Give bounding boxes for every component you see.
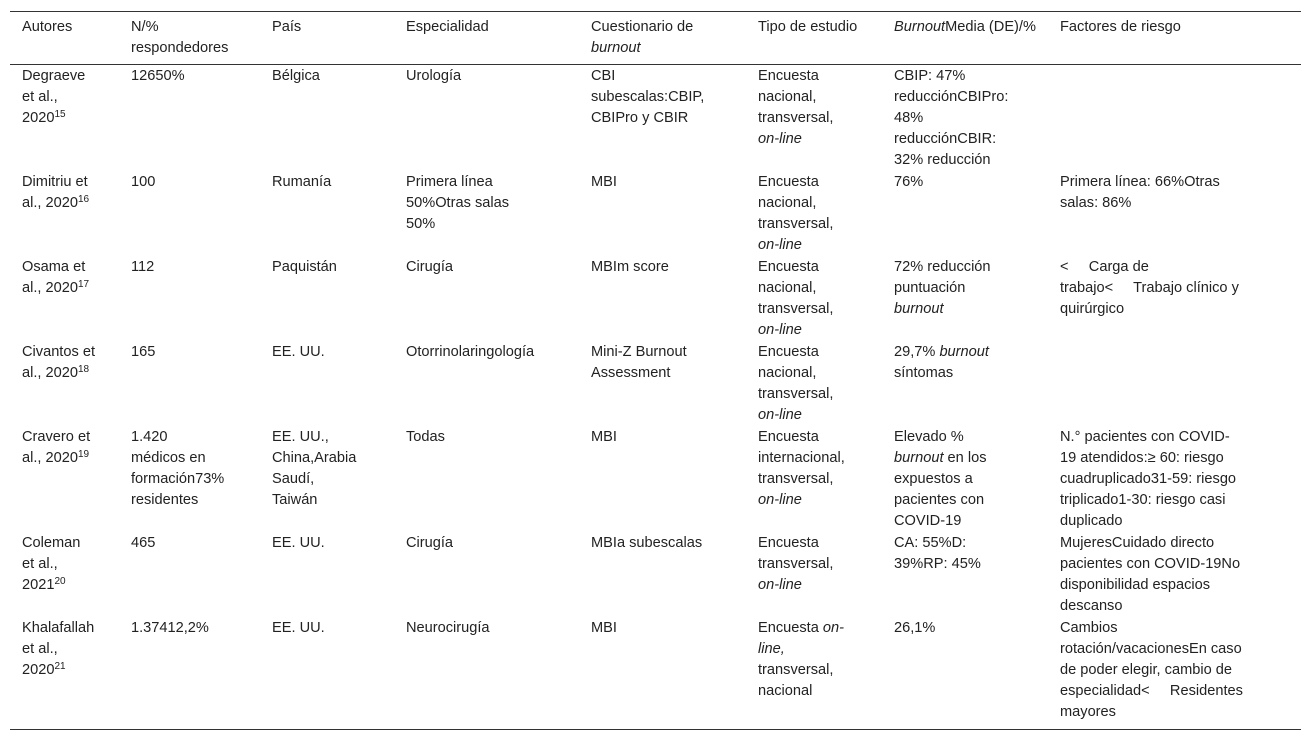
cell-country: Bélgica [272,68,320,84]
cell-study-type: Encuesta nacional, transversal, on-line [758,174,834,253]
cell-respondents: 465 [131,535,156,551]
cell-burnout-mean: Elevado % burnout en los expuestos a pacientes con COVID-19 [894,429,987,529]
table-row [10,532,1301,617]
cell-respondents: 1.420 médicos en formación73% residentes [131,429,225,508]
cell-country: Rumanía [272,174,332,190]
document-page [10,0,1304,748]
header-authors: Autores [10,12,119,65]
cell-country: EE. UU. [272,344,325,360]
cell-risk-factors: Cambios rotación/vacacionesEn caso de poder elegir, cambio de especialidad< Residentes mayores [1048,617,1301,730]
header-country: País [260,12,394,65]
burnout-studies-table [10,11,1301,730]
cell-specialty: Otorrinolaringología [406,344,535,360]
cell-study-type: Encuesta nacional, transversal, on-line [758,68,834,147]
cell-specialty: Cirugía [406,535,454,551]
cell-country: Paquistán [272,259,337,275]
header-row [10,12,1301,65]
table-row [10,65,1301,172]
cell-respondents: 165 [131,344,156,360]
cell-risk-factors [1048,341,1301,426]
cell-questionnaire: MBI [591,174,617,190]
cell-risk-factors: < Carga de trabajo< Trabajo clínico y quirúrgico [1060,259,1239,317]
cell-country: EE. UU., China,Arabia Saudí, Taiwán [272,429,357,508]
cell-respondents: 12650% [131,68,185,84]
cell-authors: Degraeve et al., 2020$^{15}$ [22,68,86,126]
cell-specialty: Cirugía [406,259,454,275]
cell-study-type: Encuesta nacional, transversal, on-line [758,344,834,423]
cell-specialty: Urología [406,68,462,84]
cell-country: EE. UU. [272,535,325,551]
header-specialty: Especialidad [394,12,579,65]
cell-study-type: Encuesta on- line, transversal, nacional [746,617,882,730]
table-row [10,256,1301,341]
cell-risk-factors: MujeresCuidado directo pacientes con COVID-19No disponibilidad espacios descanso [1060,535,1241,614]
cell-authors: Civantos et al., 2020$^{18}$ [22,344,96,381]
cell-risk-factors: N.° pacientes con COVID- 19 atendidos:≥ 60: riesgo cuadruplicado31-59: riesgo triplicado1-30: riesgo casi duplicado [1060,429,1237,529]
header-questionnaire: Cuestionario de burnout [579,12,746,65]
cell-authors: Dimitriu et al., 2020$^{16}$ [22,174,90,211]
cell-study-type: Encuesta nacional, transversal, on-line [758,259,834,338]
cell-burnout-mean: CBIP: 47% reducciónCBIPro: 48% reducciónCBIR: 32% reducción [894,68,1009,168]
cell-burnout-mean: 72% reducción puntuación burnout [894,259,991,317]
cell-questionnaire: MBIm score [591,259,669,275]
cell-questionnaire: MBIa subescalas [591,535,703,551]
cell-study-type: Encuesta internacional, transversal, on-line [758,429,845,508]
cell-questionnaire: MBI [591,429,617,445]
cell-authors: Cravero et al., 2020$^{19}$ [22,429,91,466]
cell-burnout-mean: 26,1% [882,617,1048,730]
header-respondents: N/% respondedores [119,12,260,65]
table-row [10,426,1301,532]
cell-risk-factors: Primera línea: 66%Otras salas: 86% [1060,174,1220,211]
cell-questionnaire: Mini-Z Burnout Assessment [591,344,687,381]
cell-country: EE. UU. [260,617,394,730]
table-row [10,617,1301,730]
cell-authors: Osama et al., 2020$^{17}$ [22,259,90,296]
cell-specialty: Primera línea 50%Otras salas 50% [406,174,510,232]
cell-study-type: Encuesta transversal, on-line [758,535,834,593]
cell-authors: Coleman et al., 2021$^{20}$ [22,535,81,593]
cell-burnout-mean: 76% [894,174,924,190]
header-burnout-mean: BurnoutMedia (DE)/% [882,12,1048,65]
cell-respondents: 1.37412,2% [119,617,260,730]
cell-questionnaire: MBI [579,617,746,730]
cell-specialty: Todas [406,429,445,445]
cell-respondents: 112 [131,259,155,275]
header-study-type: Tipo de estudio [746,12,882,65]
cell-respondents: 100 [131,174,156,190]
cell-specialty: Neurocirugía [394,617,579,730]
header-risk-factors: Factores de riesgo [1048,12,1301,65]
table-row [10,341,1301,426]
table-row [10,171,1301,256]
cell-burnout-mean: 29,7% burnout síntomas [894,344,989,381]
cell-burnout-mean: CA: 55%D: 39%RP: 45% [894,535,981,572]
cell-questionnaire: CBI subescalas:CBIP, CBIPro y CBIR [591,68,705,126]
cell-authors: Khalafallah et al., 2020$^{21}$ [10,617,119,730]
cell-risk-factors [1048,65,1301,172]
